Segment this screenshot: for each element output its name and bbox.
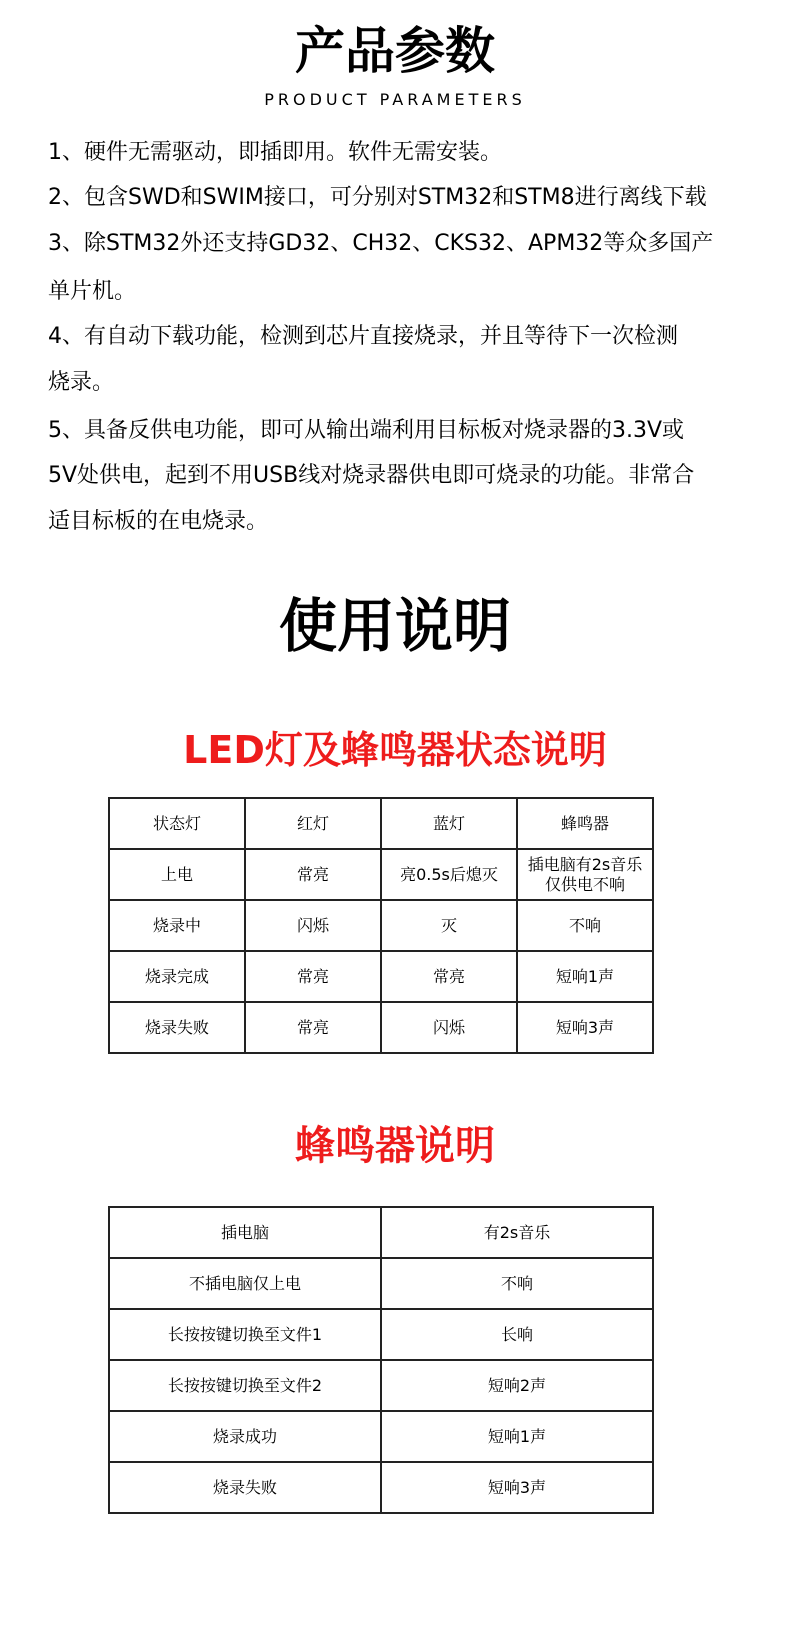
param-line-4: 4、有自动下载功能，检测到芯片直接烧录，并且等待下一次检测 [48,324,678,349]
param-line-5-cont: 5V处供电，起到不用USB线对烧录器供电即可烧录的功能。非常合 [48,463,695,488]
table-cell: 烧录完成 [109,951,245,1002]
table-row [109,849,653,900]
table-cell: 闪烁 [381,1002,517,1053]
table-row [109,1411,653,1462]
table-row [109,1002,653,1053]
table-cell: 短响3声 [381,1462,653,1513]
table-cell: 短响1声 [381,1411,653,1462]
table-cell: 灭 [381,900,517,951]
table-row [109,1309,653,1360]
param-line-2: 2、包含SWD和SWIM接口，可分别对STM32和STM8进行离线下载 [48,185,707,210]
table-cell: 长响 [381,1309,653,1360]
param-line-1: 1、硬件无需驱动，即插即用。软件无需安装。 [48,140,502,165]
table-header-cell: 蜂鸣器 [517,798,653,849]
buzzer-table [108,1206,654,1514]
table-cell: 短响1声 [517,951,653,1002]
table-row [109,1462,653,1513]
table-cell: 常亮 [245,951,381,1002]
table-cell: 烧录失败 [109,1462,381,1513]
table-cell: 不响 [517,900,653,951]
table-cell: 常亮 [381,951,517,1002]
led-status-table [108,797,654,1054]
table-cell: 不插电脑仅上电 [109,1258,381,1309]
table-row [109,951,653,1002]
table-cell: 烧录中 [109,900,245,951]
table-header-cell: 蓝灯 [381,798,517,849]
table-cell: 不响 [381,1258,653,1309]
table-cell-line: 插电脑有2s音乐 [527,854,643,874]
param-line-3: 3、除STM32外还支持GD32、CH32、CKS32、APM32等众多国产 [48,231,714,256]
table-cell: 常亮 [245,1002,381,1053]
led-section-title: LED灯及蜂鸣器状态说明 [183,728,607,772]
table-cell: 插电脑 [109,1207,381,1258]
param-line-3-cont: 单片机。 [48,279,137,304]
table-header-row [109,798,653,849]
table-cell: 闪烁 [245,900,381,951]
table-cell [517,849,653,900]
table-cell-line: 仅供电不响 [544,874,625,894]
table-cell: 长按按键切换至文件2 [109,1360,381,1411]
table-row [109,1258,653,1309]
table-cell: 短响3声 [517,1002,653,1053]
table-row [109,1207,653,1258]
table-cell: 上电 [109,849,245,900]
table-cell: 烧录失败 [109,1002,245,1053]
buzzer-section-title: 蜂鸣器说明 [295,1123,495,1169]
page-title: 产品参数 [295,22,495,80]
table-cell: 短响2声 [381,1360,653,1411]
table-cell: 长按按键切换至文件1 [109,1309,381,1360]
table-cell: 烧录成功 [109,1411,381,1462]
param-line-4-cont: 烧录。 [48,370,115,395]
usage-title: 使用说明 [278,592,511,660]
table-header-cell: 状态灯 [109,798,245,849]
table-cell: 亮0.5s后熄灭 [381,849,517,900]
param-line-5: 5、具备反供电功能，即可从输出端利用目标板对烧录器的3.3V或 [48,418,685,443]
table-header-cell: 红灯 [245,798,381,849]
param-line-5-end: 适目标板的在电烧录。 [48,509,269,534]
table-row [109,900,653,951]
table-row [109,1360,653,1411]
table-cell: 常亮 [245,849,381,900]
table-cell: 有2s音乐 [381,1207,653,1258]
page-subtitle: PRODUCT PARAMETERS [264,90,526,109]
